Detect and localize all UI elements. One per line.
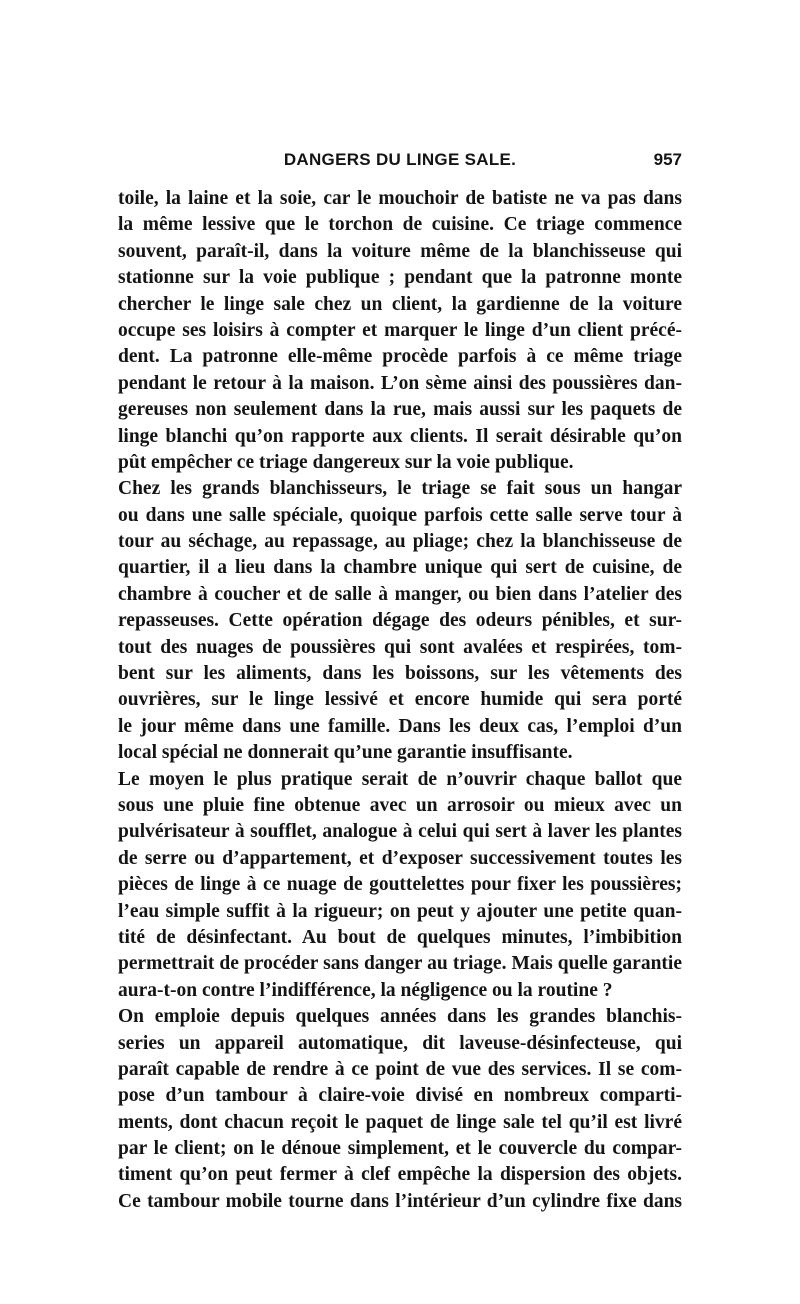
text-line: timent qu’on peut fermer à clef empêche la dispersion des objets. (118, 1164, 682, 1186)
text-line: Le moyen le plus pratique serait de n’ouvrir chaque ballot que (118, 768, 682, 790)
text-line: series un appareil automatique, dit laveuse-désinfecteuse, qui (118, 1032, 682, 1054)
running-header (118, 150, 682, 174)
text-line: Chez les grands blanchisseurs, le triage se fait sous un hangar (118, 478, 682, 500)
text-line: pût empêcher ce triage dangereux sur la voie publique. (118, 451, 574, 473)
text-line: souvent, paraît-il, dans la voiture même de la blanchisseuse qui (118, 240, 682, 262)
text-line: le jour même dans une famille. Dans les deux cas, l’emploi d’un (118, 715, 682, 737)
text-line: bent sur les aliments, dans les boissons, sur les vêtements des (118, 663, 682, 685)
text-line: ou dans une salle spéciale, quoique parfois cette salle serve tour à (118, 504, 682, 526)
text-line: la même lessive que le torchon de cuisine. Ce triage commence (118, 214, 682, 236)
text-line: permettrait de procéder sans danger au triage. Mais quelle garantie (118, 953, 682, 975)
page-number: 957 (653, 150, 682, 169)
text-line: occupe ses loisirs à compter et marquer le linge d’un client précé- (118, 319, 682, 341)
text-line: aura-t-on contre l’indifférence, la négligence ou la routine ? (118, 979, 613, 1001)
text-line: tité de désinfectant. Au bout de quelques minutes, l’imbibition (118, 926, 682, 948)
text-line: sous une pluie fine obtenue avec un arrosoir ou mieux avec un (118, 794, 682, 816)
text-line: local spécial ne donnerait qu’une garantie insuffisante. (118, 742, 573, 764)
text-line: dent. La patronne elle-même procède parfois à ce même triage (118, 346, 682, 368)
text-line: tout des nuages de poussières qui sont avalées et respirées, tom- (118, 636, 682, 658)
text-line: de serre ou d’appartement, et d’exposer successivement toutes les (118, 847, 682, 869)
text-line: pulvérisateur à soufflet, analogue à celui qui sert à laver les plantes (118, 821, 682, 843)
text-line: ouvrières, sur le linge lessivé et encore humide qui sera porté (118, 689, 682, 711)
text-line: ments, dont chacun reçoit le paquet de linge sale tel qu’il est livré (118, 1111, 682, 1133)
text-line: On emploie depuis quelques années dans les grandes blanchis- (118, 1006, 682, 1028)
text-line: pièces de linge à ce nuage de gouttelettes pour fixer les poussières; (118, 874, 682, 896)
text-line: stationne sur la voie publique ; pendant que la patronne monte (118, 267, 682, 289)
body-text (118, 186, 682, 1215)
text-line: chambre à coucher et de salle à manger, ou bien dans l’atelier des (118, 583, 682, 605)
text-line: paraît capable de rendre à ce point de vue des services. Il se com- (118, 1058, 682, 1080)
text-line: chercher le linge sale chez un client, la gardienne de la voiture (118, 293, 682, 315)
text-line: pendant le retour à la maison. L’on sème ainsi des poussières dan- (118, 372, 682, 394)
text-line: repasseuses. Cette opération dégage des odeurs pénibles, et sur- (118, 610, 682, 632)
running-title: DANGERS DU LINGE SALE. (283, 150, 517, 169)
text-line: linge blanchi qu’on rapporte aux clients. Il serait désirable qu’on (118, 425, 682, 447)
text-line: l’eau simple suffit à la rigueur; on peut y ajouter une petite quan- (118, 900, 682, 922)
text-line: Ce tambour mobile tourne dans l’intérieur d’un cylindre fixe dans (118, 1190, 682, 1212)
text-line: toile, la laine et la soie, car le mouchoir de batiste ne va pas dans (118, 188, 682, 209)
text-line: par le client; on le dénoue simplement, et le couvercle du compar- (118, 1138, 682, 1160)
text-line: gereuses non seulement dans la rue, mais aussi sur les paquets de (118, 399, 682, 421)
text-line: quartier, il a lieu dans la chambre unique qui sert de cuisine, de (118, 557, 682, 579)
text-line: pose d’un tambour à claire-voie divisé en nombreux comparti- (118, 1085, 682, 1107)
text-line: tour au séchage, au repassage, au pliage; chez la blanchisseuse de (118, 531, 682, 553)
